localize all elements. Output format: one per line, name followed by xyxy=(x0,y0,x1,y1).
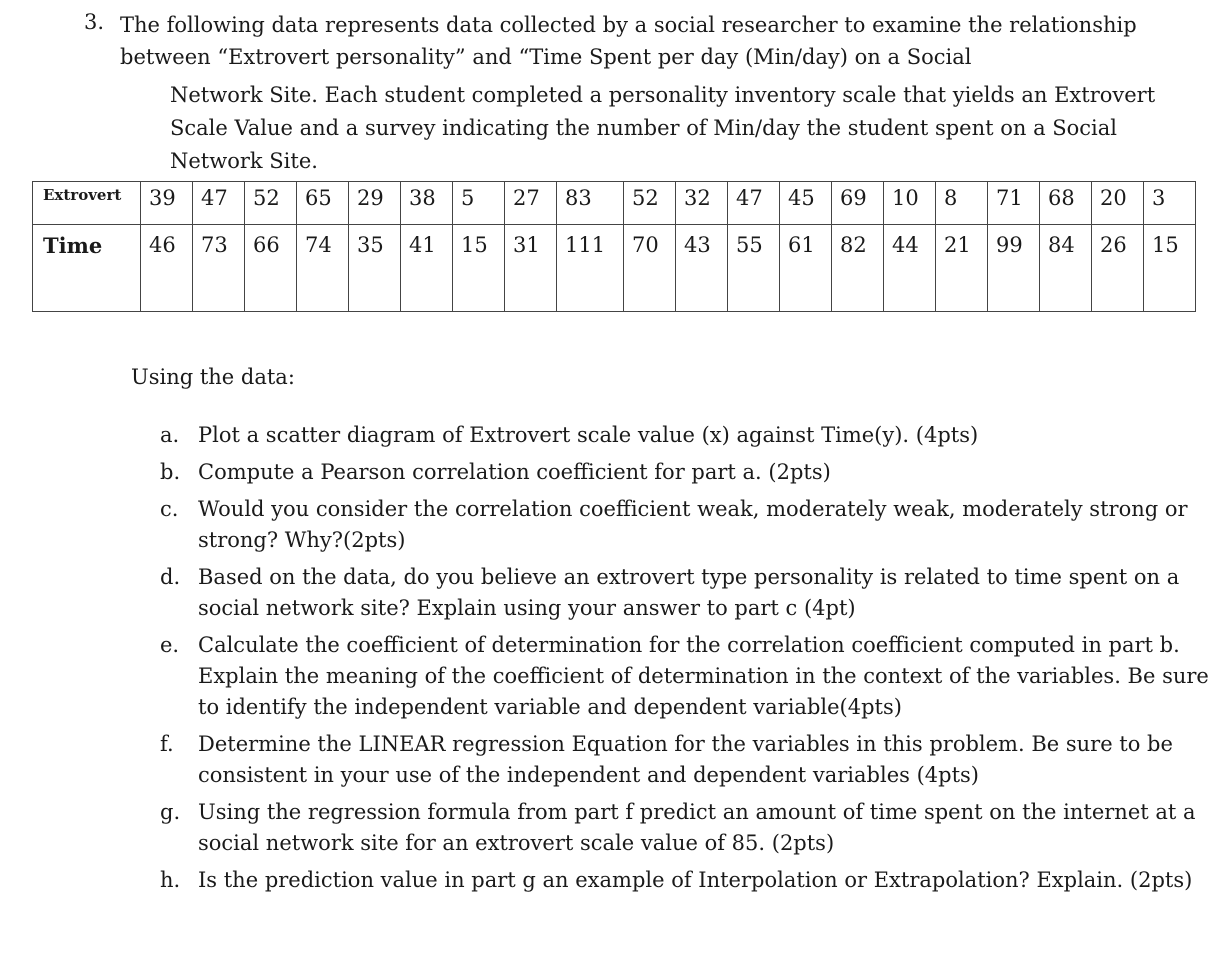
part-text: Using the regression formula from part f predict an amount of time spent on the internet at a social network site for an extrovert scale value of 85. (2pts) xyxy=(198,800,1196,855)
extrovert-cell: 83 xyxy=(557,182,624,225)
time-cell: 61 xyxy=(780,225,832,312)
time-cell: 111 xyxy=(557,225,624,312)
part-letter: d. xyxy=(160,565,181,589)
part-text: Compute a Pearson correlation coefficient for part a. (2pts) xyxy=(198,460,831,484)
time-cell: 73 xyxy=(193,225,245,312)
extrovert-cell: 8 xyxy=(936,182,988,225)
question-number: 3. xyxy=(84,10,105,34)
time-cell: 35 xyxy=(349,225,401,312)
question-line: Network Site. xyxy=(170,149,318,173)
extrovert-cell: 5 xyxy=(453,182,505,225)
time-cell: 15 xyxy=(453,225,505,312)
time-cell: 55 xyxy=(728,225,780,312)
time-cell: 41 xyxy=(401,225,453,312)
time-cell: 70 xyxy=(624,225,676,312)
extrovert-cell: 71 xyxy=(988,182,1040,225)
part-text: Is the prediction value in part g an example of Interpolation or Extrapolation? Explain. (2pts) xyxy=(198,868,1193,892)
extrovert-cell: 45 xyxy=(780,182,832,225)
part-letter: h. xyxy=(160,868,181,892)
extrovert-cell: 39 xyxy=(141,182,193,225)
question-line: The following data represents data collected by a social researcher to examine the relationship xyxy=(120,13,1137,37)
question-parts-list xyxy=(160,420,1210,902)
extrovert-cell: 27 xyxy=(505,182,557,225)
extrovert-cell: 68 xyxy=(1040,182,1092,225)
time-row xyxy=(33,225,1196,312)
time-cell: 99 xyxy=(988,225,1040,312)
time-cell: 15 xyxy=(1144,225,1196,312)
time-cell: 31 xyxy=(505,225,557,312)
question-part xyxy=(160,420,1210,451)
extrovert-cell: 65 xyxy=(297,182,349,225)
question-part xyxy=(160,729,1210,791)
part-letter: f. xyxy=(160,732,174,756)
part-text: Based on the data, do you believe an extrovert type personality is related to time spent on a social network site? Explain using your answer to part c (4pt) xyxy=(198,565,1180,620)
question-part xyxy=(160,797,1210,859)
question-part xyxy=(160,562,1210,624)
extrovert-cell: 47 xyxy=(193,182,245,225)
time-cell: 82 xyxy=(832,225,884,312)
part-letter: a. xyxy=(160,423,180,447)
extrovert-cell: 69 xyxy=(832,182,884,225)
question-line: Network Site. Each student completed a personality inventory scale that yields an Extrovert xyxy=(170,83,1156,107)
data-table xyxy=(32,181,1196,312)
time-cell: 74 xyxy=(297,225,349,312)
extrovert-cell: 32 xyxy=(676,182,728,225)
time-cell: 26 xyxy=(1092,225,1144,312)
extrovert-label: Extrovert xyxy=(33,182,141,225)
question-part xyxy=(160,865,1210,896)
extrovert-cell: 52 xyxy=(245,182,297,225)
question-part xyxy=(160,630,1210,723)
extrovert-cell: 47 xyxy=(728,182,780,225)
extrovert-cell: 29 xyxy=(349,182,401,225)
question-part xyxy=(160,457,1210,488)
extrovert-cell: 3 xyxy=(1144,182,1196,225)
extrovert-row xyxy=(33,182,1196,225)
time-cell: 44 xyxy=(884,225,936,312)
part-text: Calculate the coefficient of determination for the correlation coefficient computed in part b. Explain the meaning of the coefficient of determination in the context of the variables. Be sure to identify the independent variable and dependent variable(4pts) xyxy=(198,633,1209,719)
part-letter: e. xyxy=(160,633,180,657)
question-line: between “Extrovert personality” and “Time Spent per day (Min/day) on a Social xyxy=(120,45,972,69)
time-cell: 43 xyxy=(676,225,728,312)
time-cell: 46 xyxy=(141,225,193,312)
time-cell: 21 xyxy=(936,225,988,312)
question-part xyxy=(160,494,1210,556)
part-letter: g. xyxy=(160,800,181,824)
part-text: Plot a scatter diagram of Extrovert scale value (x) against Time(y). (4pts) xyxy=(198,423,979,447)
extrovert-cell: 38 xyxy=(401,182,453,225)
time-cell: 84 xyxy=(1040,225,1092,312)
part-letter: c. xyxy=(160,497,179,521)
extrovert-cell: 20 xyxy=(1092,182,1144,225)
part-text: Determine the LINEAR regression Equation for the variables in this problem. Be sure to be consistent in your use of the independent and dependent variables (4pts) xyxy=(198,732,1173,787)
time-label: Time xyxy=(33,225,141,312)
extrovert-cell: 52 xyxy=(624,182,676,225)
question-line: Scale Value and a survey indicating the number of Min/day the student spent on a Social xyxy=(170,116,1118,140)
intro-text: Using the data: xyxy=(131,365,295,389)
extrovert-cell: 10 xyxy=(884,182,936,225)
time-cell: 66 xyxy=(245,225,297,312)
part-letter: b. xyxy=(160,460,181,484)
part-text: Would you consider the correlation coefficient weak, moderately weak, moderately strong or strong? Why?(2pts) xyxy=(198,497,1188,552)
